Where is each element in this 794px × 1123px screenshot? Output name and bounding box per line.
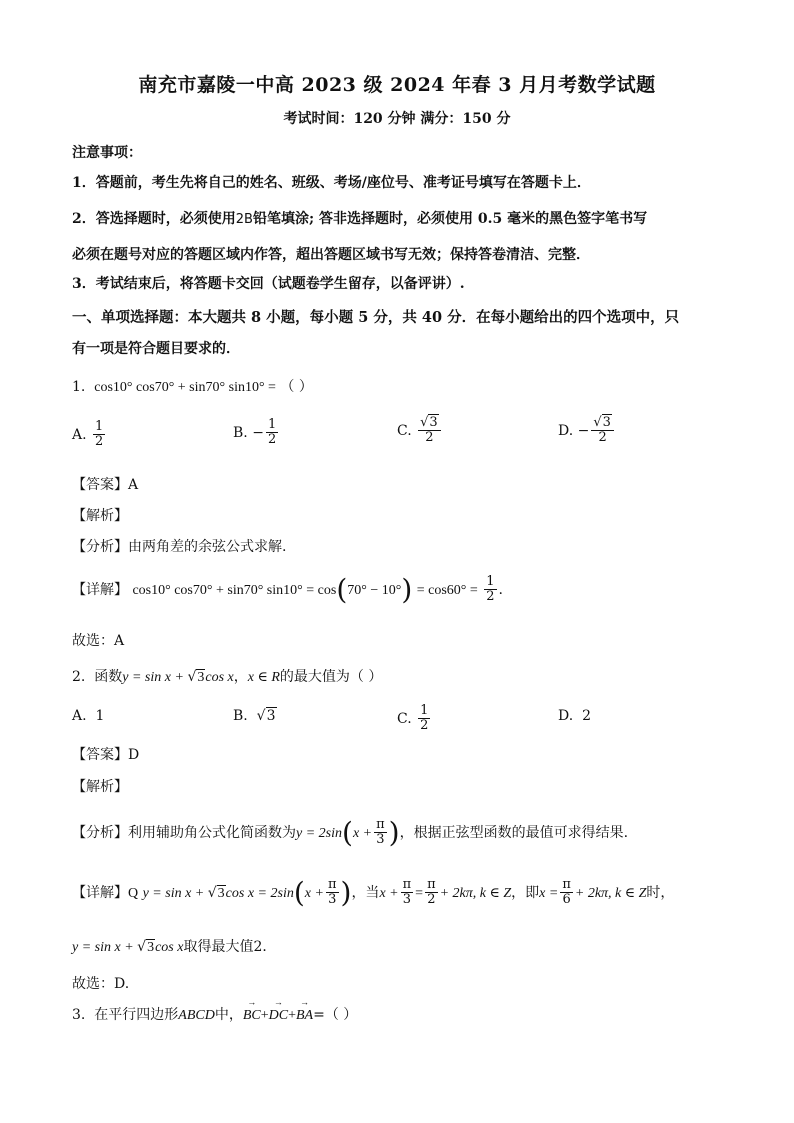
sqrt-radicand: 3 (217, 885, 225, 901)
option-label: B. (233, 708, 248, 724)
parallelogram-name: ABCD (178, 1008, 215, 1023)
x-plus: x + (304, 885, 324, 901)
fenxi-text-a: 利用辅助角公式化简函数为 (128, 824, 296, 841)
option-label: A. (72, 708, 87, 724)
equals: = (415, 885, 424, 901)
question-3-stem-a: 在平行四边形 (94, 1007, 179, 1023)
comma: ， (233, 669, 248, 685)
q2-analysis-tag: 【解析】 (72, 779, 128, 795)
q2-option-d (558, 708, 591, 724)
fraction-denominator: 3 (328, 892, 337, 908)
fenxi-tag: 【分析】 (72, 539, 128, 555)
answer-tag: 【答案】 (72, 747, 128, 763)
fraction-numerator: 1 (486, 574, 495, 589)
detail-period-term: + 2kπ, k ∈ Z (574, 885, 647, 901)
sqrt-radicand: 3 (266, 708, 276, 724)
page-title: 南充市嘉陵一中高 2023 级 2024 年春 3 月月考数学试题 (138, 74, 656, 96)
detail-expression: cos10° cos70° + sin70° sin10° = cos (132, 582, 337, 598)
section-1-line-1: 一、单项选择题：本大题共 8 小题，每小题 5 分，共 40 分．在每小题给出的四个选项中，只 (72, 309, 680, 326)
sqrt-radicand: 3 (197, 670, 205, 685)
fraction-denominator: 2 (486, 589, 495, 605)
q1-option-b (233, 418, 280, 448)
notes-item-2-part-c: 铅笔填涂; 答非选择题时，必须使用 0.5 毫米的黑色签字笔书写 (252, 211, 648, 227)
exam-time-info: 考试时间：120 分钟 满分：150 分 (283, 111, 511, 127)
notes-item-2-line-2: 必须在题号对应的答题区域内作答，超出答题区域书写无效；保持答卷清洁、完整． (72, 247, 590, 263)
q2-option-a (72, 708, 104, 724)
q2-fenxi: 【分析】利用辅助角公式化简函数为y = 2sin(x + $\frac{\pi}{3}$ )，根据正弦型函数的最值可求得结果. (72, 815, 629, 849)
q2-answer (72, 744, 139, 764)
fraction-denominator: 2 (425, 430, 434, 446)
fraction-numerator: π (427, 877, 436, 892)
fraction-numerator: 1 (267, 417, 277, 432)
plus-sign: + (288, 1008, 296, 1023)
fenxi-text-b: ，根据正弦型函数的最值可求得结果. (399, 824, 629, 841)
question-number: 2. (72, 669, 86, 685)
q1-answer (72, 474, 138, 494)
domain: x ∈ R (247, 670, 280, 685)
detail-tag: 【详解】 (72, 581, 128, 598)
detail-when: ，当 (351, 884, 380, 901)
notes-item-2 (72, 208, 647, 228)
question-3 (72, 1004, 357, 1024)
fraction-numerator: 1 (95, 419, 104, 434)
question-3-stem-b: 中， (214, 1007, 243, 1023)
vector-dc: → DC (269, 1008, 288, 1024)
vector-bc: → BC (243, 1008, 261, 1024)
fenxi-tag: 【分析】 (72, 824, 128, 841)
notes-heading: 注意事项： (72, 145, 142, 161)
detail-inner-expression: 70° − 10° (347, 582, 402, 598)
detail-tail: = cos60° = (416, 582, 478, 598)
option-value: 1 (95, 708, 105, 724)
x-plus: x + (379, 885, 399, 901)
fraction-numerator: π (562, 877, 571, 892)
fraction-denominator: 2 (427, 892, 436, 908)
fraction-numerator: π (327, 877, 337, 892)
sqrt-radicand: 3 (602, 415, 611, 430)
x-plus: x + (352, 825, 373, 841)
fraction-denominator: 2 (95, 434, 104, 450)
detail-ji: ，即 (511, 884, 540, 901)
question-1-stem: cos10° cos70° + sin70° sin10° = (94, 380, 276, 395)
question-2: 2. 函数y = sin x + √3cos x，x ∈ R的最大值为（ ） (72, 669, 383, 685)
question-2-stem-c: 的最大值为（ ） (279, 669, 383, 685)
question-number: 3. (72, 1007, 86, 1023)
q2-detail: 【详解】Q y = sin x + √3cos x = 2sin(x + $\frac{\pi}{3}$ )，当x + $\frac{\pi}{3}$ = $\frac{\pi}{2}$ + 2kπ, k ∈ Z，即x = $\frac{\pi}{6}$ + 2kπ, k ∈ Z时， (72, 875, 675, 909)
minus-sign: − (577, 422, 590, 439)
question-1 (72, 376, 313, 396)
fraction-denominator: 2 (267, 432, 277, 448)
section-1-line-2: 有一项是符合题目要求的． (72, 341, 240, 357)
fraction-numerator: π (402, 877, 412, 892)
q1-option-d: D. − $\frac{√3}{2}$ (558, 416, 616, 446)
sqrt-radicand: 3 (147, 940, 155, 955)
detail-time: 时， (646, 884, 675, 901)
fraction-denominator: 6 (562, 892, 571, 908)
q1-detail: 【详解】 cos10° cos70° + sin70° sin10° = cos(70° − 10°) = cos60° = $\frac{1}{2}$ . (72, 572, 503, 606)
q2-choose: 故选：D. (72, 976, 130, 992)
detail-cos: cos x = 2sin (225, 885, 294, 901)
period: . (498, 581, 503, 598)
answer-blank: =（ ） (313, 1007, 358, 1023)
notes-item-1: 1．答题前，考生先将自己的姓名、班级、考场/座位号、准考证号填写在答题卡上． (72, 175, 591, 191)
q2-option-c (397, 704, 432, 734)
plus-sign: + (260, 1008, 269, 1023)
option-label: D. (558, 422, 574, 439)
answer-value: D (128, 747, 140, 763)
question-2-function: y = sin x + (122, 670, 188, 685)
option-label: B. (233, 424, 248, 441)
notes-item-3: 3．考试结束后，将答题卡交回（试题卷学生留存，以备评讲）. (72, 276, 465, 292)
question-number: 1. (72, 379, 86, 395)
answer-blank: （ ） (280, 379, 313, 395)
answer-tag: 【答案】 (72, 477, 128, 493)
detail-period-term: + 2kπ, k ∈ Z (439, 885, 512, 901)
notes-item-2-pencil: 2B (235, 212, 253, 227)
vector-ba: → BA (296, 1008, 313, 1024)
detail-x-eq: x = (539, 885, 559, 901)
question-2-stem-a: 函数 (94, 669, 123, 685)
q1-option-c: C. $\frac{√3}{2}$ (397, 416, 443, 446)
option-label: A. (72, 426, 87, 443)
q1-fenxi (72, 536, 286, 556)
fraction-denominator: 3 (376, 832, 385, 848)
option-label: D. (558, 708, 574, 724)
answer-value: A (128, 477, 139, 493)
q1-analysis-tag: 【解析】 (72, 508, 128, 524)
cos-term: cos x (205, 670, 234, 685)
q1-option-a (72, 420, 107, 450)
option-label: C. (397, 422, 412, 439)
sqrt-radicand: 3 (429, 415, 438, 430)
fraction-numerator: 1 (420, 703, 429, 718)
fraction-denominator: 2 (598, 430, 607, 446)
detail-q-symbol: Q (128, 885, 139, 901)
cos-term: cos x (155, 940, 184, 955)
detail-expression: y = sin x + (142, 885, 208, 901)
detail-tag: 【详解】 (72, 884, 128, 901)
q2-detail-line-2: y = sin x + √3cos x取得最大值2． (72, 939, 277, 955)
q2-option-b: B. √3 (233, 708, 276, 724)
q1-choose: 故选：A (72, 633, 125, 649)
notes-item-2-part-a: 2．答选择题时，必须使用 (72, 211, 236, 227)
fraction-denominator: 3 (402, 892, 412, 908)
detail-line-2-tail: 取得最大值2． (183, 939, 277, 955)
fraction-numerator: π (376, 817, 385, 832)
fenxi-text: 由两角差的余弦公式求解. (128, 539, 287, 555)
fenxi-expression: y = 2sin (296, 825, 342, 841)
option-value: 2 (582, 708, 592, 724)
detail-expression: y = sin x + (72, 940, 138, 955)
option-label: C. (397, 710, 412, 727)
fraction-denominator: 2 (420, 718, 429, 734)
minus-sign: − (252, 424, 264, 441)
